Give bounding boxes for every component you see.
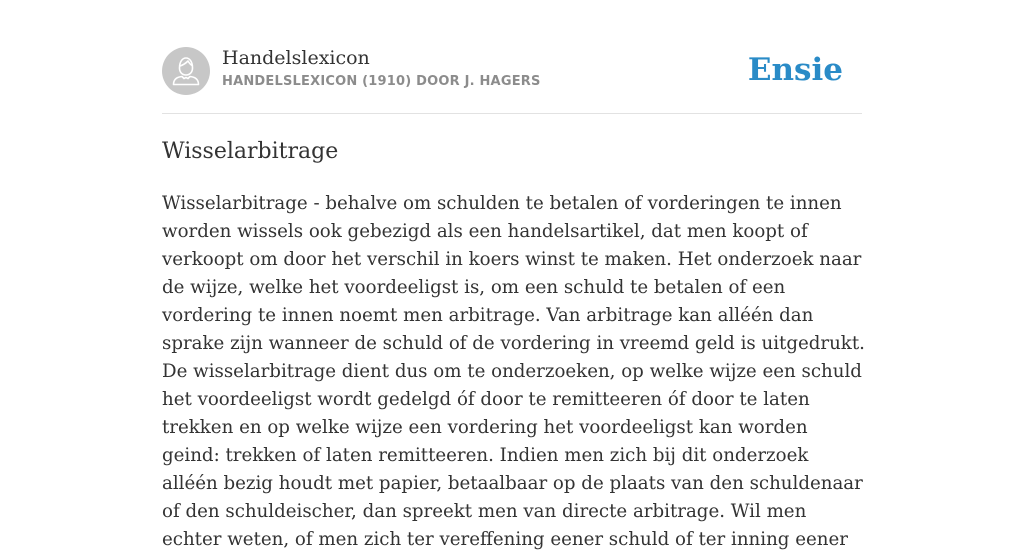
entry-title: Wisselarbitrage	[162, 139, 339, 164]
ensie-logo[interactable]: Ensie	[747, 52, 843, 88]
source-subtitle[interactable]: HANDELSLEXICON (1910) DOOR J. HAGERS	[222, 74, 541, 89]
user-silhouette-icon	[162, 47, 210, 95]
source-header	[162, 46, 862, 96]
avatar[interactable]	[162, 47, 210, 95]
source-title[interactable]: Handelslexicon	[222, 47, 370, 69]
entry-body: Wisselarbitrage - behalve om schulden te betalen of vorderingen te innen worden wissels ook gebezigd als een handelsartikel, dat men koopt of verkoopt om door het verschil in koers winst te maken. Het onderzoek naar de wijze, welke het voordeeligst is, om een schuld te betalen of een vordering te innen noemt men arbitrage. Van arbitrage kan alléén dan sprake zijn wanneer de schuld of de vordering in vreemd geld is uitgedrukt. De wisselarbitrage dient dus om te onderzoeken, op welke wijze een schuld het voordeeligst wordt gedelgd óf door te remitteeren óf door te laten trekken en op welke wijze een vordering het voordeeligst kan worden geind: trekken of laten remitteeren. Indien men zich bij dit onderzoek alléén bezig houdt met papier, betaalbaar op de plaats van den schuldenaar of den schuldeischer, dan spreekt men van directe arbitrage. Wil men echter weten, of men zich ter vereffening eener schuld of ter inning eener	[162, 193, 865, 550]
header-divider	[162, 113, 862, 114]
